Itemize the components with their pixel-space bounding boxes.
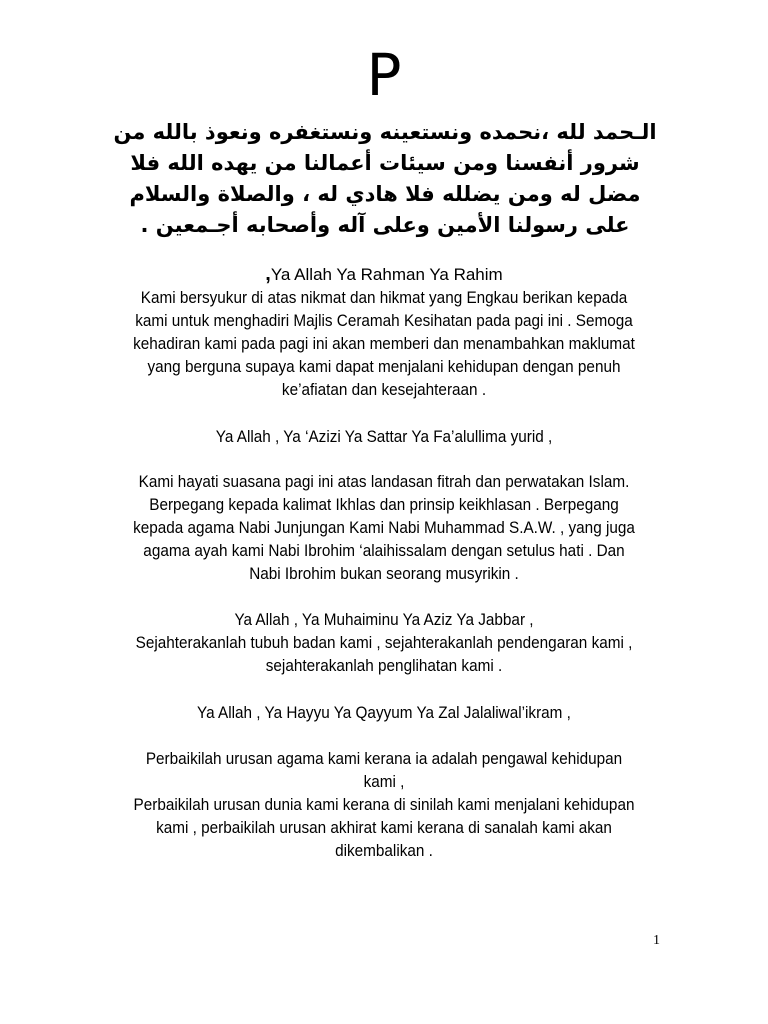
heading-letter: P — [366, 41, 402, 109]
invocation-comma: , — [265, 263, 271, 285]
invocation-ya-muhaiminu: Ya Allah , Ya Muhaiminu Ya Aziz Ya Jabbar , — [234, 610, 534, 629]
page-number: 1 — [653, 933, 660, 948]
arabic-opening-prayer: الـحمد لله ،نحمده ونستعينه ونستغفره ونعوذ بالله من شرور أنفسنا ومن سيئات أعمالنا من يهده الله فلا مضل له ومن يضلله فلا هادي له ، والصلاة والسلام على رسولنا الأمين وعلى آله وأصحابه أجـمعين . — [113, 120, 657, 237]
paragraph-fitrah: Kami hayati suasana pagi ini atas landasan fitrah dan perwatakan Islam. Berpegang kepada kalimat Ikhlas dan prinsip keikhlasan . Berpegang kepada agama Nabi Junjungan Kami Nabi Muhammad S.A.W. , yang juga agama ayah kami Nabi Ibrohim ‘alaihissalam dengan setulus hati . Dan Nabi Ibrohim bukan seorang musyrikin . — [133, 472, 635, 583]
paragraph-sejahterakan: Sejahterakanlah tubuh badan kami , sejahterakanlah pendengaran kami , sejahterakanlah penglihatan kami . — [135, 633, 633, 675]
invocation-ya-azizi: Ya Allah , Ya ‘Azizi Ya Sattar Ya Fa’alullima yurid , — [215, 427, 553, 446]
invocation-text: Ya Allah Ya Rahman Ya Rahim — [270, 265, 503, 284]
invocation-ya-hayyu: Ya Allah , Ya Hayyu Ya Qayyum Ya Zal Jalaliwal’ikram , — [197, 703, 571, 722]
paragraph-perbaikilah-dunia: Perbaikilah urusan dunia kami kerana di sinilah kami menjalani kehidupan kami , perbaikilah urusan akhirat kami kerana di sanalah kami akan dikembalikan . — [133, 795, 635, 860]
paragraph-gratitude: Kami bersyukur di atas nikmat dan hikmat yang Engkau berikan kepada kami untuk menghadiri Majlis Ceramah Kesihatan pada pagi ini . Semoga kehadiran kami pada pagi ini akan memberi dan menambahkan maklumat yang berguna supaya kami dapat menjalani kehidupan dengan penuh ke’afiatan dan kesejahteraan . — [133, 288, 635, 399]
invocation-ya-rahman — [0, 263, 768, 286]
paragraph-perbaikilah-agama: Perbaikilah urusan agama kami kerana ia adalah pengawal kehidupan kami , — [145, 749, 623, 791]
